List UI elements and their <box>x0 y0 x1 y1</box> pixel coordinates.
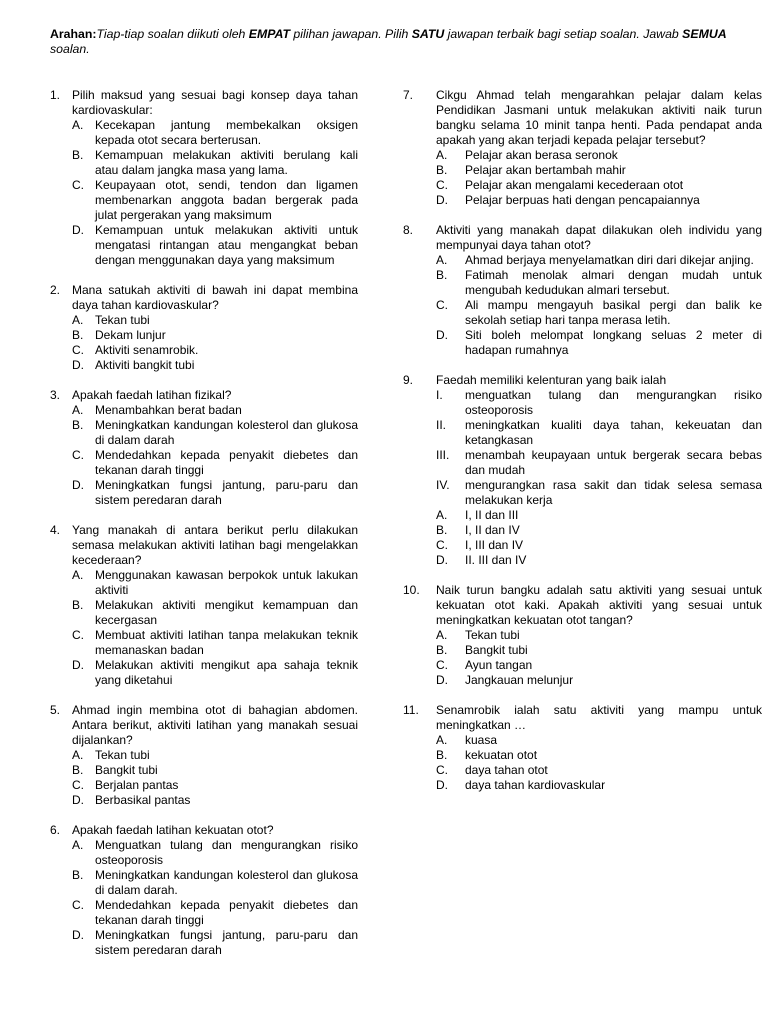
option-letter: C. <box>436 538 448 552</box>
answer-option <box>72 313 358 328</box>
question-8 <box>403 223 762 358</box>
option-text: Kemampuan melakukan aktiviti berulang kali atau dalam jangka masa yang lama. <box>95 148 358 177</box>
option-letter: B. <box>436 163 448 177</box>
option-letter: A. <box>72 118 84 132</box>
instructions-part: pilihan jawapan. Pilih <box>290 27 412 41</box>
option-text: I, III dan IV <box>465 538 524 552</box>
option-text: kuasa <box>465 733 498 747</box>
question-column-left <box>50 88 358 958</box>
instructions-part: Tiap-tiap soalan diikuti oleh <box>96 27 249 41</box>
answer-option <box>436 733 762 748</box>
option-letter: B. <box>72 148 84 162</box>
option-text: Dekam lunjur <box>95 328 166 342</box>
option-text: Mendedahkan kepada penyakit diebetes dan tekanan darah tinggi <box>95 448 358 477</box>
question-spacer <box>403 358 762 373</box>
answer-option <box>72 343 358 358</box>
option-letter: D. <box>436 673 448 687</box>
option-text: Siti boleh melompat longkang seluas 2 meter di hadapan rumahnya <box>465 328 762 357</box>
option-text: menguatkan tulang dan mengurangkan risiko osteoporosis <box>465 388 762 417</box>
answer-option <box>436 148 762 163</box>
question-number: 2. <box>50 283 61 297</box>
option-text: meningkatkan kualiti daya tahan, kekeuatan dan ketangkasan <box>465 418 762 447</box>
option-text: Mendedahkan kepada penyakit diebetes dan tekanan darah tinggi <box>95 898 358 927</box>
option-letter: A. <box>72 748 84 762</box>
question-4 <box>50 523 358 688</box>
answer-option <box>72 763 358 778</box>
option-text: Fatimah menolak almari dengan mudah untuk mengubah kedudukan almari tersebut. <box>465 268 762 297</box>
option-text: Aktiviti bangkit tubi <box>95 358 195 372</box>
option-letter: B. <box>72 763 84 777</box>
option-letter: D. <box>72 358 84 372</box>
option-text: Berbasikal pantas <box>95 793 191 807</box>
answer-option <box>436 748 762 763</box>
option-text: daya tahan otot <box>465 763 548 777</box>
question-number: 10. <box>403 583 420 597</box>
question-spacer <box>403 208 762 223</box>
answer-option <box>436 763 762 778</box>
answer-option <box>436 268 762 298</box>
instructions-part: EMPAT <box>248 27 291 41</box>
option-text: Meningkatkan fungsi jantung, paru-paru dan sistem peredaran darah <box>95 928 358 957</box>
option-letter: D. <box>436 328 448 342</box>
instructions-part: SATU <box>411 27 445 41</box>
answer-option <box>72 598 358 628</box>
option-letter: D. <box>72 928 84 942</box>
option-text: Kemampuan untuk melakukan aktiviti untuk mengatasi rintangan atau mengangkat beban dengan menggunakan daya yang maksimum <box>95 223 358 267</box>
option-text: I, II dan III <box>465 508 519 522</box>
option-letter: C. <box>436 298 448 312</box>
option-text: Meningkatkan fungsi jantung, paru-paru dan sistem peredaran darah <box>95 478 358 507</box>
question-text: Apakah faedah latihan kekuatan otot? <box>72 823 274 837</box>
answer-option <box>436 448 762 478</box>
option-letter: B. <box>436 643 448 657</box>
option-letter: B. <box>436 523 448 537</box>
answer-option <box>436 328 762 358</box>
answer-option <box>436 193 762 208</box>
question-10 <box>403 583 762 688</box>
option-text: Keupayaan otot, sendi, tendon dan ligamen membenarkan anggota badan bergerak pada julat pergerakan yang maksimum <box>95 178 358 222</box>
option-letter: D. <box>72 793 84 807</box>
question-text: Mana satukah aktiviti di bawah ini dapat membina daya tahan kardiovaskular? <box>72 283 358 312</box>
option-letter: C. <box>72 178 84 192</box>
option-letter: C. <box>436 178 448 192</box>
question-text: Aktiviti yang manakah dapat dilakukan oleh individu yang mempunyai daya tahan otot? <box>436 223 762 252</box>
answer-option <box>72 148 358 178</box>
option-letter: C. <box>72 778 84 792</box>
question-number: 7. <box>403 88 414 102</box>
answer-option <box>436 778 762 793</box>
question-1 <box>50 88 358 268</box>
answer-option <box>72 478 358 508</box>
option-letter: A. <box>436 508 448 522</box>
option-text: Melakukan aktiviti mengikut kemampuan dan kecergasan <box>95 598 358 627</box>
option-text: mengurangkan rasa sakit dan tidak selesa semasa melakukan kerja <box>465 478 762 507</box>
answer-option <box>436 508 762 523</box>
answer-option <box>436 643 762 658</box>
option-letter: A. <box>436 253 448 267</box>
option-letter: II. <box>436 418 447 432</box>
option-text: Pelajar akan mengalami kecederaan otot <box>465 178 684 192</box>
answer-option <box>436 388 762 418</box>
question-text: Senamrobik ialah satu aktiviti yang mampu untuk meningkatkan … <box>436 703 762 732</box>
answer-option <box>436 523 762 538</box>
option-letter: D. <box>72 478 84 492</box>
option-text: Ali mampu mengayuh basikal pergi dan balik ke sekolah setiap hari tanpa merasa letih. <box>465 298 762 327</box>
option-text: Meningkatkan kandungan kolesterol dan glukosa di dalam darah <box>95 418 358 447</box>
option-text: Jangkauan melunjur <box>465 673 574 687</box>
question-number: 1. <box>50 88 61 102</box>
option-letter: A. <box>72 568 84 582</box>
answer-option <box>72 358 358 373</box>
option-letter: C. <box>72 898 84 912</box>
answer-option <box>72 403 358 418</box>
answer-option <box>72 628 358 658</box>
question-text: Pilih maksud yang sesuai bagi konsep daya tahan kardiovaskular: <box>72 88 358 117</box>
question-6 <box>50 823 358 958</box>
option-text: menambah keupayaan untuk bergerak secara bebas dan mudah <box>465 448 762 477</box>
option-text: Berjalan pantas <box>95 778 179 792</box>
option-text: Pelajar berpuas hati dengan pencapaiannya <box>465 193 700 207</box>
answer-option <box>436 538 762 553</box>
option-text: daya tahan kardiovaskular <box>465 778 606 792</box>
option-letter: IV. <box>436 478 450 492</box>
answer-option <box>436 673 762 688</box>
instructions <box>50 27 762 57</box>
option-letter: B. <box>436 268 448 282</box>
option-letter: B. <box>72 418 84 432</box>
answer-option <box>72 748 358 763</box>
question-text: Faedah memiliki kelenturan yang baik ialah <box>436 373 667 387</box>
question-number: 9. <box>403 373 414 387</box>
question-number: 3. <box>50 388 61 402</box>
option-letter: A. <box>72 313 84 327</box>
answer-option <box>72 418 358 448</box>
answer-option <box>72 793 358 808</box>
answer-option <box>436 298 762 328</box>
answer-option <box>436 628 762 643</box>
option-text: I, II dan IV <box>465 523 520 537</box>
question-text: Cikgu Ahmad telah mengarahkan pelajar dalam kelas Pendidikan Jasmani untuk melakukan aktiviti naik turun bangku selama 10 minit tanpa henti. Pada pendapat anda apakah yang akan terjadi kepada pelajar tersebut? <box>436 88 762 147</box>
question-text: Ahmad ingin membina otot di bahagian abdomen. Antara berikut, aktiviti latihan yang manakah sesuai dijalankan? <box>72 703 358 747</box>
option-text: Menambahkan berat badan <box>95 403 242 417</box>
option-letter: C. <box>72 343 84 357</box>
option-letter: B. <box>72 868 84 882</box>
option-letter: A. <box>72 403 84 417</box>
question-2 <box>50 283 358 373</box>
answer-option <box>72 658 358 688</box>
answer-option <box>436 163 762 178</box>
question-11 <box>403 703 762 793</box>
option-letter: C. <box>72 628 84 642</box>
question-3 <box>50 388 358 508</box>
option-text: Pelajar akan bertambah mahir <box>465 163 626 177</box>
question-spacer <box>50 268 358 283</box>
option-letter: D. <box>72 223 84 237</box>
question-spacer <box>403 568 762 583</box>
option-letter: A. <box>72 838 84 852</box>
answer-option <box>72 928 358 958</box>
question-5 <box>50 703 358 808</box>
answer-option <box>436 178 762 193</box>
option-text: kekuatan otot <box>465 748 538 762</box>
option-letter: D. <box>436 553 448 567</box>
option-text: Menguatkan tulang dan mengurangkan risiko osteoporosis <box>95 838 358 867</box>
answer-option <box>72 118 358 148</box>
answer-option <box>72 838 358 868</box>
option-letter: III. <box>436 448 450 462</box>
answer-option <box>72 178 358 223</box>
option-letter: D. <box>72 658 84 672</box>
instructions-lead: Arahan: <box>50 27 97 41</box>
question-number: 6. <box>50 823 61 837</box>
answer-option <box>72 223 358 268</box>
option-text: Membuat aktiviti latihan tanpa melakukan teknik memanaskan badan <box>95 628 358 657</box>
option-text: Tekan tubi <box>95 748 150 762</box>
instructions-part: SEMUA <box>682 27 727 41</box>
question-number: 5. <box>50 703 61 717</box>
option-letter: C. <box>72 448 84 462</box>
question-number: 4. <box>50 523 61 537</box>
option-text: Aktiviti senamrobik. <box>95 343 199 357</box>
option-text: Bangkit tubi <box>465 643 528 657</box>
option-letter: B. <box>436 748 448 762</box>
question-spacer <box>403 688 762 703</box>
option-text: Menggunakan kawasan berpokok untuk lakukan aktiviti <box>95 568 358 597</box>
option-letter: B. <box>72 598 84 612</box>
question-spacer <box>50 808 358 823</box>
answer-option <box>72 568 358 598</box>
question-spacer <box>50 373 358 388</box>
option-letter: A. <box>436 148 448 162</box>
answer-option <box>436 418 762 448</box>
option-letter: A. <box>436 628 448 642</box>
option-letter: A. <box>436 733 448 747</box>
option-letter: D. <box>436 193 448 207</box>
question-column-right <box>403 88 762 793</box>
instructions-part: soalan. <box>50 42 90 56</box>
question-spacer <box>50 688 358 703</box>
answer-option <box>72 778 358 793</box>
option-text: Melakukan aktiviti mengikut apa sahaja teknik yang diketahui <box>95 658 358 687</box>
answer-option <box>436 253 762 268</box>
question-number: 8. <box>403 223 414 237</box>
answer-option <box>436 658 762 673</box>
answer-option <box>72 898 358 928</box>
option-text: Bangkit tubi <box>95 763 158 777</box>
question-number: 11. <box>403 703 419 717</box>
option-letter: I. <box>436 388 443 402</box>
answer-option <box>436 478 762 508</box>
option-text: Ahmad berjaya menyelamatkan diri dari dikejar anjing. <box>465 253 754 267</box>
option-text: Meningkatkan kandungan kolesterol dan glukosa di dalam darah. <box>95 868 358 897</box>
option-letter: C. <box>436 763 448 777</box>
question-text: Naik turun bangku adalah satu aktiviti yang sesuai untuk kekuatan otot kaki. Apakah aktiviti yang sesuai untuk meningkatkan kekuatan otot tangan? <box>436 583 762 627</box>
option-text: II. III dan IV <box>465 553 527 567</box>
option-text: Tekan tubi <box>95 313 150 327</box>
answer-option <box>72 328 358 343</box>
question-9 <box>403 373 762 568</box>
option-letter: B. <box>72 328 84 342</box>
question-spacer <box>50 508 358 523</box>
answer-option <box>436 553 762 568</box>
question-7 <box>403 88 762 208</box>
answer-option <box>72 448 358 478</box>
option-letter: C. <box>436 658 448 672</box>
question-text: Apakah faedah latihan fizikal? <box>72 388 232 402</box>
option-text: Pelajar akan berasa seronok <box>465 148 618 162</box>
instructions-part: jawapan terbaik bagi setiap soalan. Jawab <box>444 27 683 41</box>
option-letter: D. <box>436 778 448 792</box>
option-text: Tekan tubi <box>465 628 520 642</box>
question-text: Yang manakah di antara berikut perlu dilakukan semasa melakukan aktiviti latihan bagi mengelakkan kecederaan? <box>72 523 358 567</box>
option-text: Kecekapan jantung membekalkan oksigen kepada otot secara berterusan. <box>95 118 358 147</box>
option-text: Ayun tangan <box>465 658 533 672</box>
answer-option <box>72 868 358 898</box>
